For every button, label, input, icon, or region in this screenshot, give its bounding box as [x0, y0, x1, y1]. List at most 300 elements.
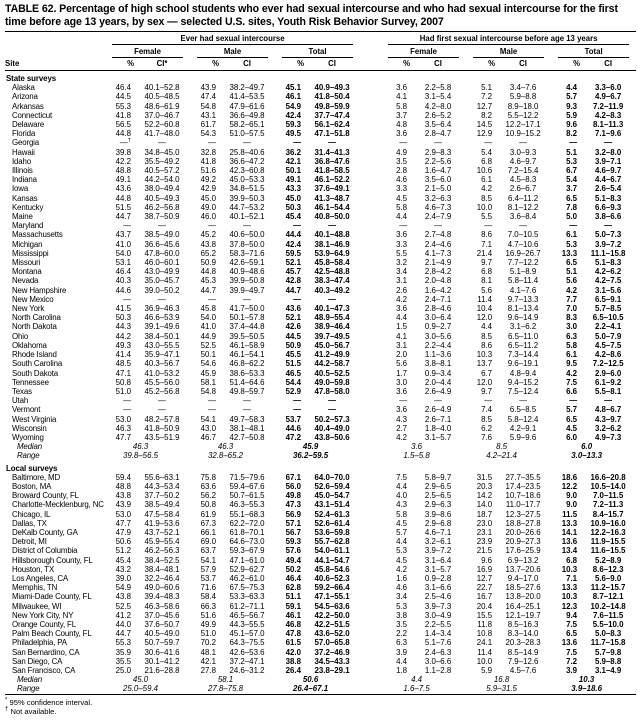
percent-cell: 13.3: [561, 248, 578, 258]
ci-cell: 38.7–50.9: [144, 212, 180, 222]
ci-cell: 8.7–12.1: [592, 592, 624, 602]
column-gap: [360, 267, 381, 276]
column-gap: [360, 194, 381, 203]
ci-cell: 41.8–50.4: [314, 92, 350, 102]
ci-cell: 4.9–7.3: [594, 432, 622, 442]
percent-cell: 3.6: [396, 405, 408, 415]
percent-cell: 5.5: [396, 248, 408, 258]
site-cell: Georgia: [12, 138, 40, 148]
percent-cell: 4.6: [396, 583, 408, 593]
table-row: [5, 111, 636, 120]
ci-cell: 59.3–67.9: [229, 546, 265, 556]
percent-cell: 7.7: [566, 294, 578, 304]
subgroup-total: Total: [551, 45, 636, 58]
table-row: [5, 276, 636, 285]
table-row: [5, 592, 636, 601]
percent-cell: 58.1: [200, 377, 216, 387]
percent-cell: 8.5: [481, 331, 493, 341]
ci-cell: 8.1–13.4: [507, 304, 539, 314]
percent-cell: 54.6: [200, 359, 216, 369]
site-cell: Oklahoma: [12, 340, 47, 350]
ci-cell: 40.1–47.3: [314, 304, 350, 314]
ci-cell: 10.9–16.0: [590, 518, 626, 528]
percent-cell: 6.5: [566, 629, 578, 639]
percent-cell: 47.7: [115, 432, 131, 442]
ci-cell: 7.6–11.5: [592, 610, 624, 620]
column-gap: [360, 546, 381, 555]
ci-cell: 35.5–49.2: [144, 156, 180, 166]
percent-cell: 7.5: [396, 472, 408, 482]
percent-cell: 7.6: [481, 432, 493, 442]
table-row: [5, 629, 636, 638]
ci-cell: 42.6–53.6: [229, 647, 265, 657]
ci-cell: 43.0–55.5: [144, 340, 180, 350]
percent-column-header: %: [275, 58, 304, 71]
percent-cell: 6.1: [566, 350, 578, 360]
ci-cell: —: [243, 138, 251, 148]
summary-value-cell: 5.9–31.5: [486, 684, 517, 694]
ci-cell: 3.9–7.3: [424, 601, 452, 611]
percent-cell: —: [569, 138, 578, 148]
column-gap: [360, 221, 381, 230]
percent-cell: 4.5: [566, 423, 578, 433]
column-gap: [360, 442, 381, 451]
column-gap: [360, 482, 381, 491]
ci-cell: 4.5–8.3: [509, 175, 537, 185]
percent-cell: 26.4: [285, 666, 301, 675]
ci-cell: 39.5–50.5: [229, 331, 265, 341]
group-header-before13: Had first sexual intercourse before age 13 years: [381, 32, 636, 46]
percent-cell: 50.1: [200, 350, 216, 360]
percent-cell: 59.3: [285, 537, 301, 547]
ci-cell: 7.0–10.5: [507, 230, 539, 240]
column-gap: [360, 387, 381, 396]
ci-cell: 43.8–50.6: [314, 432, 350, 442]
summary-value-cell: 1.5–5.8: [403, 451, 430, 461]
percent-cell: 43.2: [115, 564, 131, 574]
ci-cell: 39.9–49.7: [229, 285, 265, 295]
ci-cell: 1.4–3.4: [424, 629, 452, 639]
percent-cell: 4.3: [396, 500, 408, 510]
table-row: [5, 322, 636, 331]
ci-cell: —: [328, 294, 336, 304]
summary-value-cell: 1.6–7.5: [403, 684, 430, 694]
percent-cell: 67.1: [285, 472, 301, 482]
column-gap: [360, 322, 381, 331]
table-row: [5, 442, 636, 451]
ci-cell: 39.9–50.3: [229, 193, 265, 203]
ci-cell: 9.6–14.9: [507, 313, 539, 323]
ci-cell: 48.9–55.4: [314, 313, 350, 323]
site-cell: Dallas, TX: [12, 518, 47, 528]
ci-cell: 3.3–6.0: [594, 83, 622, 93]
percent-cell: —: [208, 294, 216, 304]
table-row: [5, 295, 636, 304]
subgroup-header-row: [5, 45, 636, 58]
summary-value-cell: 45.9: [302, 442, 319, 452]
percent-cell: 49.1: [115, 175, 131, 185]
percent-cell: 42.4: [285, 239, 301, 249]
percent-cell: 6.8: [481, 156, 493, 166]
percent-cell: 42.9: [200, 184, 216, 194]
site-cell: New York City, NY: [12, 610, 74, 620]
ci-cell: 47.1–61.0: [229, 555, 265, 565]
ci-cell: 2.2–5.5: [424, 619, 452, 629]
column-gap: [360, 175, 381, 184]
ci-cell: 40.3–56.7: [144, 359, 180, 369]
percent-cell: 24.1: [476, 638, 493, 648]
column-gap: [360, 157, 381, 166]
percent-cell: 14.1: [561, 527, 578, 537]
ci-cell: 53.9–64.9: [314, 248, 350, 258]
ci-cell: 8.1–12.2: [507, 202, 539, 212]
ci-cell: 2.6–4.9: [424, 386, 452, 396]
summary-value-cell: 50.6: [302, 675, 319, 685]
percent-cell: 4.5: [396, 555, 408, 565]
percent-cell: 8.3: [566, 313, 578, 323]
site-cell: Los Angeles, CA: [12, 573, 69, 583]
ci-cell: 49.8–59.7: [229, 386, 265, 396]
percent-cell: 50.9: [200, 258, 216, 268]
ci-cell: 46.1–54.1: [229, 350, 265, 360]
percent-cell: 7.2: [481, 92, 493, 102]
percent-cell: 49.2: [200, 175, 216, 185]
percent-cell: 4.4: [566, 83, 578, 93]
ci-cell: 4.6–7.1: [424, 527, 452, 537]
ci-cell: —: [243, 221, 251, 231]
site-cell: Hawaii: [12, 147, 35, 157]
summary-value-cell: 3.0–13.3: [571, 451, 602, 461]
ci-cell: —: [604, 138, 613, 148]
dagger-marker: †: [5, 706, 9, 713]
percent-cell: 7.2: [566, 656, 578, 666]
percent-cell: 65.2: [200, 248, 216, 258]
ci-cell: 40.8–50.0: [314, 212, 350, 222]
ci-cell: 3.2–6.3: [424, 193, 452, 203]
ci-cell: 20.3–28.3: [505, 638, 541, 648]
ci-cell: 13.7–20.6: [505, 564, 541, 574]
percent-cell: 6.1: [566, 230, 578, 240]
percent-cell: 41.8: [200, 156, 216, 166]
ci-cell: 37.0–45.6: [144, 610, 180, 620]
ci-cell: 18.8–27.8: [505, 518, 541, 528]
ci-cell: 43.6–52.0: [314, 629, 350, 639]
site-cell: Ohio: [12, 331, 29, 341]
percent-cell: 57.1: [285, 518, 301, 528]
ci-cell: 9.4–15.2: [507, 377, 539, 387]
ci-cell: 46.3–58.6: [144, 601, 180, 611]
ci-cell: 3.1–6.4: [424, 555, 452, 565]
percent-cell: —: [569, 221, 578, 231]
ci-cell: 61.2–71.1: [229, 601, 265, 611]
percent-cell: 52.1: [285, 258, 301, 268]
percent-cell: 42.8: [285, 276, 301, 286]
site-cell: Philadelphia, PA: [12, 638, 67, 648]
percent-cell: 6.2: [481, 423, 493, 433]
percent-cell: 51.0: [115, 386, 131, 396]
site-cell: Broward County, FL: [12, 491, 79, 501]
site-cell: Nevada: [12, 276, 39, 286]
percent-cell: 45.0: [200, 193, 216, 203]
ci-cell: 4.5–7.5: [594, 340, 622, 350]
ci-cell: 40.9–49.3: [314, 83, 350, 93]
ci-cell: 42.2–50.0: [314, 610, 350, 620]
percent-cell: 40.3: [115, 276, 131, 286]
column-gap: [360, 286, 381, 295]
ci-cell: 41.7–50.0: [229, 304, 265, 314]
percent-cell: 61.9: [200, 509, 216, 519]
ci-cell: 44.1–54.7: [314, 555, 350, 565]
table-row: [5, 350, 636, 359]
ci-cell: 37.6–49.1: [314, 184, 350, 194]
percent-cell: 6.3: [396, 638, 408, 648]
percent-cell: 3.1: [396, 340, 408, 350]
summary-value-cell: 25.0–59.4: [122, 684, 159, 694]
ci-cell: 45.0–54.7: [314, 491, 350, 501]
percent-cell: 54.0: [115, 248, 131, 258]
subgroup-female: Female: [105, 45, 190, 58]
column-gap: [360, 92, 381, 101]
percent-cell: 14.5: [476, 120, 493, 130]
ci-cell: 3.9–8.6: [424, 509, 452, 519]
ci-cell: —: [519, 221, 528, 231]
percent-cell: —: [399, 138, 408, 148]
percent-cell: 46.1: [285, 92, 301, 102]
ci-cell: 23.8–29.1: [314, 666, 350, 675]
summary-value-cell: 58.1: [217, 675, 234, 685]
site-cell: New York: [12, 304, 45, 314]
percent-cell: 5.6: [396, 359, 408, 369]
percent-cell: 43.3: [285, 184, 301, 194]
percent-cell: 5.8: [566, 340, 578, 350]
percent-cell: 13.7: [476, 359, 493, 369]
ci-cell: 20.9–27.3: [505, 537, 541, 547]
ci-cell: 37.0–46.7: [144, 110, 180, 120]
ci-cell: 3.4–7.6: [509, 83, 537, 93]
ci-cell: 45.8–58.4: [314, 258, 350, 268]
percent-cell: 50.8: [200, 500, 216, 510]
percent-cell: 3.4: [396, 267, 408, 277]
ci-cell: —: [328, 405, 336, 415]
column-gap: [360, 424, 381, 433]
ci-cell: 0.9–2.8: [424, 573, 452, 583]
percent-cell: 63.7: [200, 546, 216, 556]
percent-cell: 7.5: [566, 377, 578, 387]
percent-cell: 46.5: [285, 368, 301, 378]
column-gap: [360, 629, 381, 638]
ci-cell: 38.1–48.1: [229, 423, 265, 433]
ci-cell: 5.1–8.9: [509, 267, 537, 277]
site-cell: New Mexico: [12, 294, 54, 304]
percent-cell: 15.5: [476, 610, 493, 620]
table-row: [5, 510, 636, 519]
ci-cell: 4.2–7.5: [594, 276, 622, 286]
site-cell: Palm Beach County, FL: [12, 629, 92, 639]
site-cell: Maine: [12, 212, 33, 222]
percent-cell: 11.4: [477, 647, 493, 657]
percent-cell: 45.3: [200, 276, 216, 286]
column-gap: [360, 556, 381, 565]
column-gap: [360, 83, 381, 92]
ci-cell: 7.3–14.4: [507, 350, 539, 360]
percent-cell: 48.8: [115, 481, 131, 491]
ci-cell: 42.3–60.8: [229, 166, 265, 176]
site-cell: District of Columbia: [12, 546, 78, 556]
ci-cell: 2.6–7.1: [424, 414, 452, 424]
percent-cell: 56.9: [285, 509, 301, 519]
percent-cell: 47.7: [115, 518, 131, 528]
ci-cell: 47.8–58.0: [314, 386, 350, 396]
percent-cell: 10.8: [476, 629, 493, 639]
ci-cell: 52.4–61.3: [314, 509, 350, 519]
percent-cell: 50.9: [285, 340, 301, 350]
percent-column-header: %: [466, 58, 495, 71]
percent-cell: 49.4: [285, 555, 301, 565]
asterisk-marker: *: [5, 697, 8, 704]
percent-cell: 31.5: [476, 472, 493, 482]
column-gap: [360, 592, 381, 601]
ci-cell: 5.0–7.9: [594, 331, 622, 341]
table-row: [5, 92, 636, 101]
column-gap: [360, 666, 381, 675]
percent-cell: 59.5: [285, 248, 301, 258]
percent-cell: 5.5: [481, 212, 493, 222]
percent-cell: 18.6: [561, 472, 578, 482]
percent-cell: 5.0: [566, 212, 578, 222]
site-cell: Indiana: [12, 175, 37, 185]
table-row: [5, 482, 636, 491]
percent-cell: 53.7: [200, 573, 216, 583]
site-cell: Rhode Island: [12, 350, 57, 360]
percent-cell: —: [399, 396, 408, 406]
ci-cell: —: [158, 405, 166, 415]
ci-cell: 4.6–9.7: [594, 166, 622, 176]
percent-cell: 27.8: [200, 666, 216, 675]
percent-cell: 46.0: [200, 212, 216, 222]
percent-cell: 6.7: [481, 368, 493, 378]
column-gap: [360, 396, 381, 405]
percent-cell: 2.2: [396, 629, 408, 639]
ci-cell: 2.2–4.1: [594, 322, 622, 332]
percent-cell: 7.4: [481, 405, 493, 415]
percent-cell: 66.3: [200, 601, 216, 611]
site-cell: Wisconsin: [12, 423, 47, 433]
percent-cell: 7.1: [566, 573, 578, 583]
percent-cell: 54.0: [200, 313, 216, 323]
ci-cell: 45.9–55.4: [144, 537, 180, 547]
ci-cell: 38.9–46.4: [314, 322, 350, 332]
percent-cell: 3.6: [396, 129, 408, 139]
column-gap: [360, 184, 381, 193]
percent-cell: 3.0: [566, 322, 578, 332]
percent-cell: 2.6: [396, 285, 408, 295]
percent-cell: 4.1: [396, 92, 408, 102]
percent-cell: 4.2: [396, 294, 408, 304]
percent-cell: 71.6: [200, 583, 216, 593]
dagger-marker: †: [127, 138, 131, 144]
percent-cell: 47.1: [115, 368, 131, 378]
ci-cell: 58.3–71.6: [229, 248, 265, 258]
ci-cell: 38.4–50.1: [144, 331, 180, 341]
column-gap: [360, 129, 381, 138]
ci-cell: 41.3–48.7: [314, 193, 350, 203]
ci-cell: 27.7–35.5: [505, 472, 541, 482]
percent-cell: 61.5: [285, 638, 301, 648]
percent-cell: —: [293, 396, 301, 406]
percent-cell: 10.0: [476, 202, 493, 212]
ci-cell: 39.1–49.6: [144, 322, 180, 332]
ci-cell: 16.9–26.7: [505, 248, 541, 258]
ci-cell: 37.7–50.2: [144, 491, 180, 501]
column-gap: [360, 148, 381, 157]
ci-cell: 42.7–50.8: [229, 432, 265, 442]
percent-cell: 43.8: [115, 491, 131, 501]
site-cell: Kentucky: [12, 202, 44, 212]
percent-cell: 50.1: [285, 166, 301, 176]
percent-cell: 46.4: [115, 83, 131, 93]
percent-cell: —: [293, 294, 301, 304]
site-cell: Wyoming: [12, 432, 44, 442]
percent-cell: 6.5: [566, 258, 578, 268]
ci-cell: 3.9–7.2: [594, 239, 622, 249]
ci-cell: 6.1–9.2: [594, 377, 622, 387]
percent-cell: 6.0: [566, 432, 578, 442]
site-cell: Alaska: [12, 83, 35, 93]
ci-cell: 16.6–20.8: [590, 472, 626, 482]
ci-cell: 39.4–48.3: [144, 592, 180, 602]
percent-cell: 32.8: [200, 147, 216, 157]
ci-cell: 38.6–53.3: [229, 368, 265, 378]
ci-cell: 47.1–55.1: [314, 592, 350, 602]
ci-cell: 36.8–47.6: [314, 156, 350, 166]
ci-cell: 3.1–5.7: [424, 564, 452, 574]
ci-cell: —: [328, 138, 336, 148]
group-header-ever: Ever had sexual intercourse: [105, 32, 360, 46]
table-row: [5, 583, 636, 592]
site-cell: Milwaukee, WI: [12, 601, 62, 611]
percent-cell: 4.2: [566, 285, 578, 295]
summary-value-cell: 32.8–65.2: [207, 451, 244, 461]
table-body: [5, 71, 636, 695]
percent-cell: 3.6: [396, 230, 408, 240]
site-cell: Arizona: [12, 92, 38, 102]
ci-column-header: CI: [580, 58, 636, 71]
percent-cell: 1.5: [396, 322, 408, 332]
ci-cell: 5.8–9.7: [424, 472, 452, 482]
percent-cell: 4.2: [566, 368, 578, 378]
percent-cell: 12.9: [476, 129, 493, 139]
percent-cell: 51.6: [200, 610, 216, 620]
ci-cell: 64.3–75.5: [229, 638, 265, 648]
percent-cell: 59.3: [285, 120, 301, 130]
percent-cell: 44.6: [115, 285, 131, 295]
ci-cell: 62.2–72.0: [229, 518, 265, 528]
percent-cell: 49.1: [285, 175, 301, 185]
percent-cell: 56.7: [285, 527, 301, 537]
percent-cell: 4.2: [481, 184, 493, 194]
percent-cell: 4.9: [396, 147, 408, 157]
percent-cell: 57.6: [285, 546, 301, 556]
group-header-row: [5, 32, 636, 46]
summary-value-cell: 4.4: [411, 675, 423, 685]
percent-cell: 47.8: [285, 629, 301, 639]
percent-cell: 67.3: [200, 518, 216, 528]
site-cell: Memphis, TN: [12, 583, 58, 593]
percent-cell: 46.1: [285, 610, 301, 620]
percent-cell: 4.5: [396, 193, 408, 203]
ci-cell: 11.7–15.8: [590, 638, 626, 648]
ci-cell: 3.9–7.1: [594, 156, 622, 166]
